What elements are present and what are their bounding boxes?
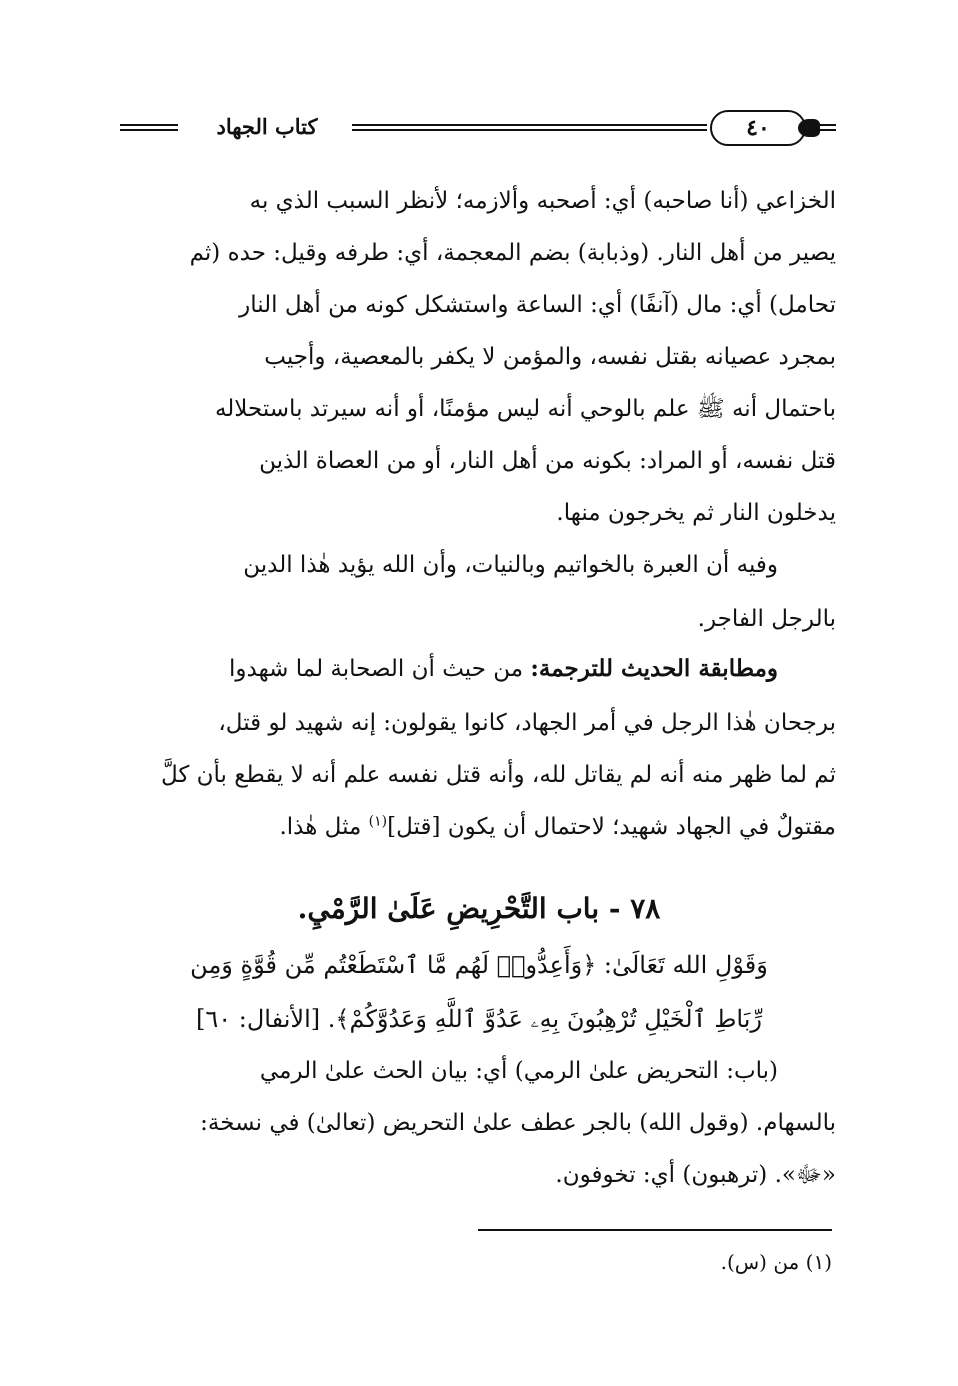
text-line: الخزاعي (أنا صاحبه) أي: أصحبه وألازمه؛ لأنظر السبب الذي به bbox=[249, 188, 836, 214]
text-run: من حيث أن الصحابة لما شهدوا bbox=[229, 656, 531, 682]
header-rule-right bbox=[806, 124, 836, 131]
bold-lead: ومطابقة الحديث للترجمة: bbox=[530, 655, 778, 682]
footnote: (١) من (س). bbox=[720, 1250, 832, 1274]
text-line: تحامل) أي: مال (آنفًا) أي: الساعة واستشكل كونه من أهل النار bbox=[239, 292, 836, 318]
text-line: باحتمال أنه ﷺ علم بالوحي أنه ليس مؤمنًا، أو أنه سيرتد باستحلاله bbox=[214, 396, 836, 422]
text-line: يصير من أهل النار. (وذبابة) بضم المعجمة، أي: طرفه وقيل: حده (ثم bbox=[189, 240, 836, 266]
text-line bbox=[122, 644, 836, 694]
running-header bbox=[120, 104, 836, 156]
text-run: مقتولٌ في الجهاد شهيد؛ لاحتمال أن يكون [قتل] bbox=[387, 814, 836, 840]
text-line: برجحان هٰذا الرجل في أمر الجهاد، كانوا يقولون: إنه شهيد لو قتل، bbox=[218, 710, 836, 736]
text-line: (باب: التحريض علىٰ الرمي) أي: بيان الحث علىٰ الرمي bbox=[259, 1058, 778, 1084]
footnote-reference[interactable]: (١) bbox=[368, 813, 388, 830]
quran-verse-line: رِّبَاطِ ٱلْخَيْلِ تُرْهِبُونَ بِهِۦ عَدُوَّ ٱللَّهِ وَعَدُوَّكُمْ﴾. [الأنفال: ٦٠] bbox=[195, 1005, 763, 1033]
header-rule-middle bbox=[352, 124, 707, 131]
text-line: «ﷻ». (ترهبون) أي: تخوفون. bbox=[555, 1162, 836, 1188]
page-number-frame bbox=[710, 110, 806, 146]
footnote-divider bbox=[478, 1229, 832, 1231]
text-line: قتل نفسه، أو المراد: بكونه من أهل النار، أو من العصاة الذين bbox=[259, 448, 836, 474]
text-line bbox=[122, 802, 836, 852]
text-run: مثل هٰذا. bbox=[279, 814, 369, 840]
text-line: بمجرد عصيانه بقتل نفسه، والمؤمن لا يكفر بالمعصية، وأجيب bbox=[264, 344, 836, 370]
page-number: ٤٠ bbox=[746, 115, 770, 141]
quran-verse-line: وَقَوْلِ الله تَعَالَىٰ: ﴿وَأَعِدُّوا۟ لَهُم مَّا ٱسْتَطَعْتُم مِّن قُوَّةٍ وَمِن bbox=[190, 951, 768, 979]
text-line: بالرجل الفاجر. bbox=[697, 606, 836, 632]
text-line: ثم لما ظهر منه أنه لم يقاتل لله، وأنه قتل نفسه علم أنه لا يقطع بأن كلَّ bbox=[160, 762, 836, 788]
text-line: وفيه أن العبرة بالخواتيم وبالنيات، وأن الله يؤيد هٰذا الدين bbox=[243, 552, 778, 578]
text-line: يدخلون النار ثم يخرجون منها. bbox=[556, 500, 836, 526]
running-title: كتاب الجهاد bbox=[216, 114, 318, 139]
text-line: بالسهام. (وقول الله) بالجر عطف علىٰ التحريض (تعالىٰ) في نسخة: bbox=[200, 1110, 836, 1136]
header-rule-left bbox=[120, 124, 178, 131]
section-heading: ٧٨ - باب التَّحْرِيضِ عَلَىٰ الرَّمْيِ. bbox=[297, 892, 661, 925]
